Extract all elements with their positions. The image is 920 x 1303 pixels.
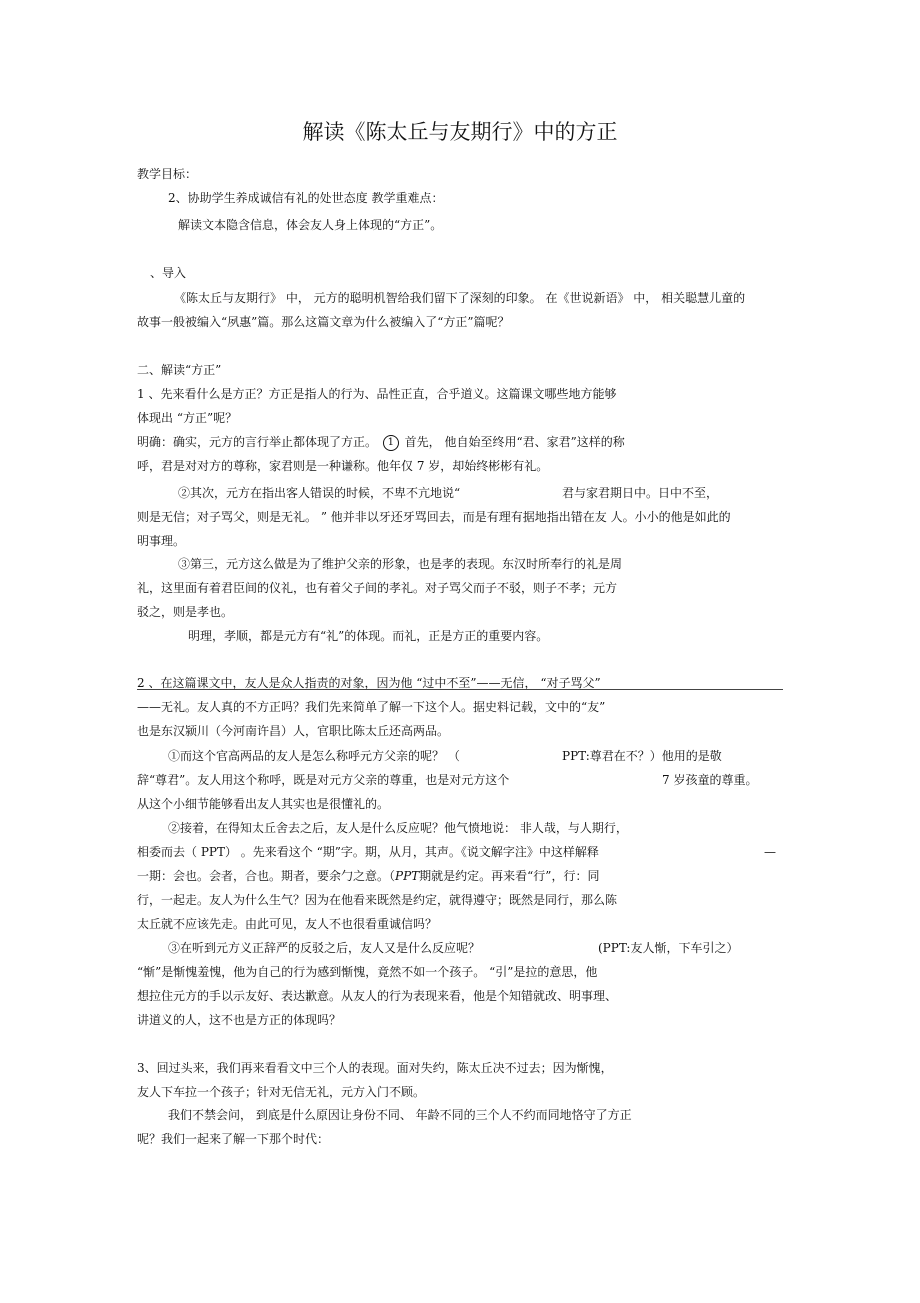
paragraph-line: — <box>764 845 776 859</box>
paragraph-line: 君与家君期日中。日中不至， <box>562 486 719 500</box>
paragraph-line: 相委而去（ PPT） 。先来看这个 “期”字。期，从月，其声。《说文解字注》中这样解释 <box>137 845 599 859</box>
paragraph-line: 我们不禁会问， 到底是什么原因让身份不同、 年龄不同的三个人不约而同地恪守了方正 <box>168 1108 632 1122</box>
paragraph-line: “惭”是惭愧羞愧，他为自己的行为感到惭愧，竟然不如一个孩子。 “引”是拉的意思，他 <box>137 965 598 979</box>
key-difficulty: 解读文本隐含信息，体会友人身上体现的“方正”。 <box>178 218 443 232</box>
paragraph-line: 讲道义的人，这不也是方正的体现吗？ <box>137 1013 342 1027</box>
paragraph-line: 呢？我们一起来了解一下那个时代： <box>137 1132 330 1146</box>
horizontal-rule <box>137 689 783 690</box>
section-heading: 二、解读“方正” <box>137 363 222 377</box>
paragraph-line: 行，一起走。友人为什么生气？因为在他看来既然是约定，就得遵守；既然是同行，那么陈 <box>137 893 618 907</box>
paragraph-line: 呼，君是对对方的尊称，家君则是一种谦称。他年仅 7 岁，却始终彬彬有礼。 <box>137 459 549 473</box>
paragraph-line: 也是东汉颍川（今河南许昌）人，官职比陈太丘还高两品。 <box>137 724 450 738</box>
paragraph-line: ②其次，元方在指出客人错误的时候，不卑不亢地说“ <box>178 486 461 500</box>
paragraph-line: PPT:尊君在不？）他用的是敬 <box>562 749 722 763</box>
paragraph-line: 7 岁孩童的尊重。 <box>662 773 758 787</box>
paragraph-line: ③第三，元方这么做是为了维护父亲的形象，也是孝的表现。东汉时所奉行的礼是周 <box>178 557 623 571</box>
paragraph-line: 2 、在这篇课文中，友人是众人指责的对象，因为他 “过中不至”——无信， “对子骂父” <box>137 676 601 690</box>
paragraph-line: ①而这个官高两品的友人是怎么称呼元方父亲的呢？ （ <box>168 749 460 763</box>
paragraph-line: 明确：确实，元方的言行举止都体现了方正。 1 首先， 他自始至终用“君、家君”这样的称 <box>137 435 625 449</box>
paragraph-line: 明理，孝顺，都是元方有“礼”的体现。而礼，正是方正的重要内容。 <box>188 629 549 643</box>
paragraph-line: 《陈太丘与友期行》 中， 元方的聪明机智给我们留下了深刻的印象。 在《世说新语》 中， 相关聪慧儿童的 <box>174 291 746 305</box>
paragraph-line: 驳之，则是孝也。 <box>137 605 234 619</box>
circled-number: 1 <box>383 435 399 451</box>
paragraph-line: ②接着，在得知太丘舍去之后，友人是什么反应呢？他气愤地说： 非人哉，与人期行， <box>168 821 628 835</box>
goals-label: 教学目标： <box>137 167 198 181</box>
paragraph-line: (PPT:友人惭，下车引之） <box>598 941 739 955</box>
intro-heading: 、导入 <box>150 266 187 280</box>
paragraph-line: ——无礼。友人真的不方正吗？我们先来简单了解一下这个人。据史料记载，文中的“友” <box>137 700 606 714</box>
paragraph-line: 从这个小细节能够看出友人其实也是很懂礼的。 <box>137 797 390 811</box>
paragraph-line: 则是无信；对子骂父，则是无礼。 ” 他并非以牙还牙骂回去，而是有理有据地指出错在友 人。小小的他是如此的 <box>137 510 731 524</box>
paragraph-line: 想拉住元方的手以示友好、表达歉意。从友人的行为表现来看，他是个知错就改、明事理、 <box>137 989 618 1003</box>
paragraph-line: 太丘就不应该先走。由此可见，友人不也很看重诚信吗？ <box>137 917 438 931</box>
paragraph-line: 友人下车拉一个孩子；针对无信无礼，元方入门不顾。 <box>137 1085 426 1099</box>
paragraph-line: ③在听到元方义正辞严的反驳之后，友人又是什么反应呢？ <box>168 941 481 955</box>
document-title: 解读《陈太丘与友期行》中的方正 <box>302 120 618 144</box>
paragraph-line: 一期：会也。会者，合也。期者，要余勹之意。（PPT期就是约定。再来看“行”，行：同 <box>137 869 600 883</box>
paragraph-line: 礼，这里面有着君臣间的仪礼，也有着父子间的孝礼。对子骂父而子不驳，则子不孝；元方 <box>137 581 618 595</box>
paragraph-line: 3、回过头来，我们再来看看文中三个人的表现。面对失约，陈太丘决不过去；因为惭愧， <box>137 1061 613 1075</box>
paragraph-line: 故事一般被编入“夙惠”篇。那么这篇文章为什么被编入了“方正”篇呢？ <box>137 315 510 329</box>
paragraph-line: 体现出 “方正”呢？ <box>137 411 238 425</box>
paragraph-line: 明事理。 <box>137 534 186 548</box>
paragraph-line: 辞“尊君”。友人用这个称呼，既是对元方父亲的尊重，也是对元方这个 <box>137 773 510 787</box>
goal-2: 2、协助学生养成诚信有礼的处世态度 教学重难点： <box>168 191 444 205</box>
paragraph-line: 1 、先来看什么是方正？方正是指人的行为、品性正直，合乎道义。这篇课文哪些地方能够 <box>137 387 617 401</box>
